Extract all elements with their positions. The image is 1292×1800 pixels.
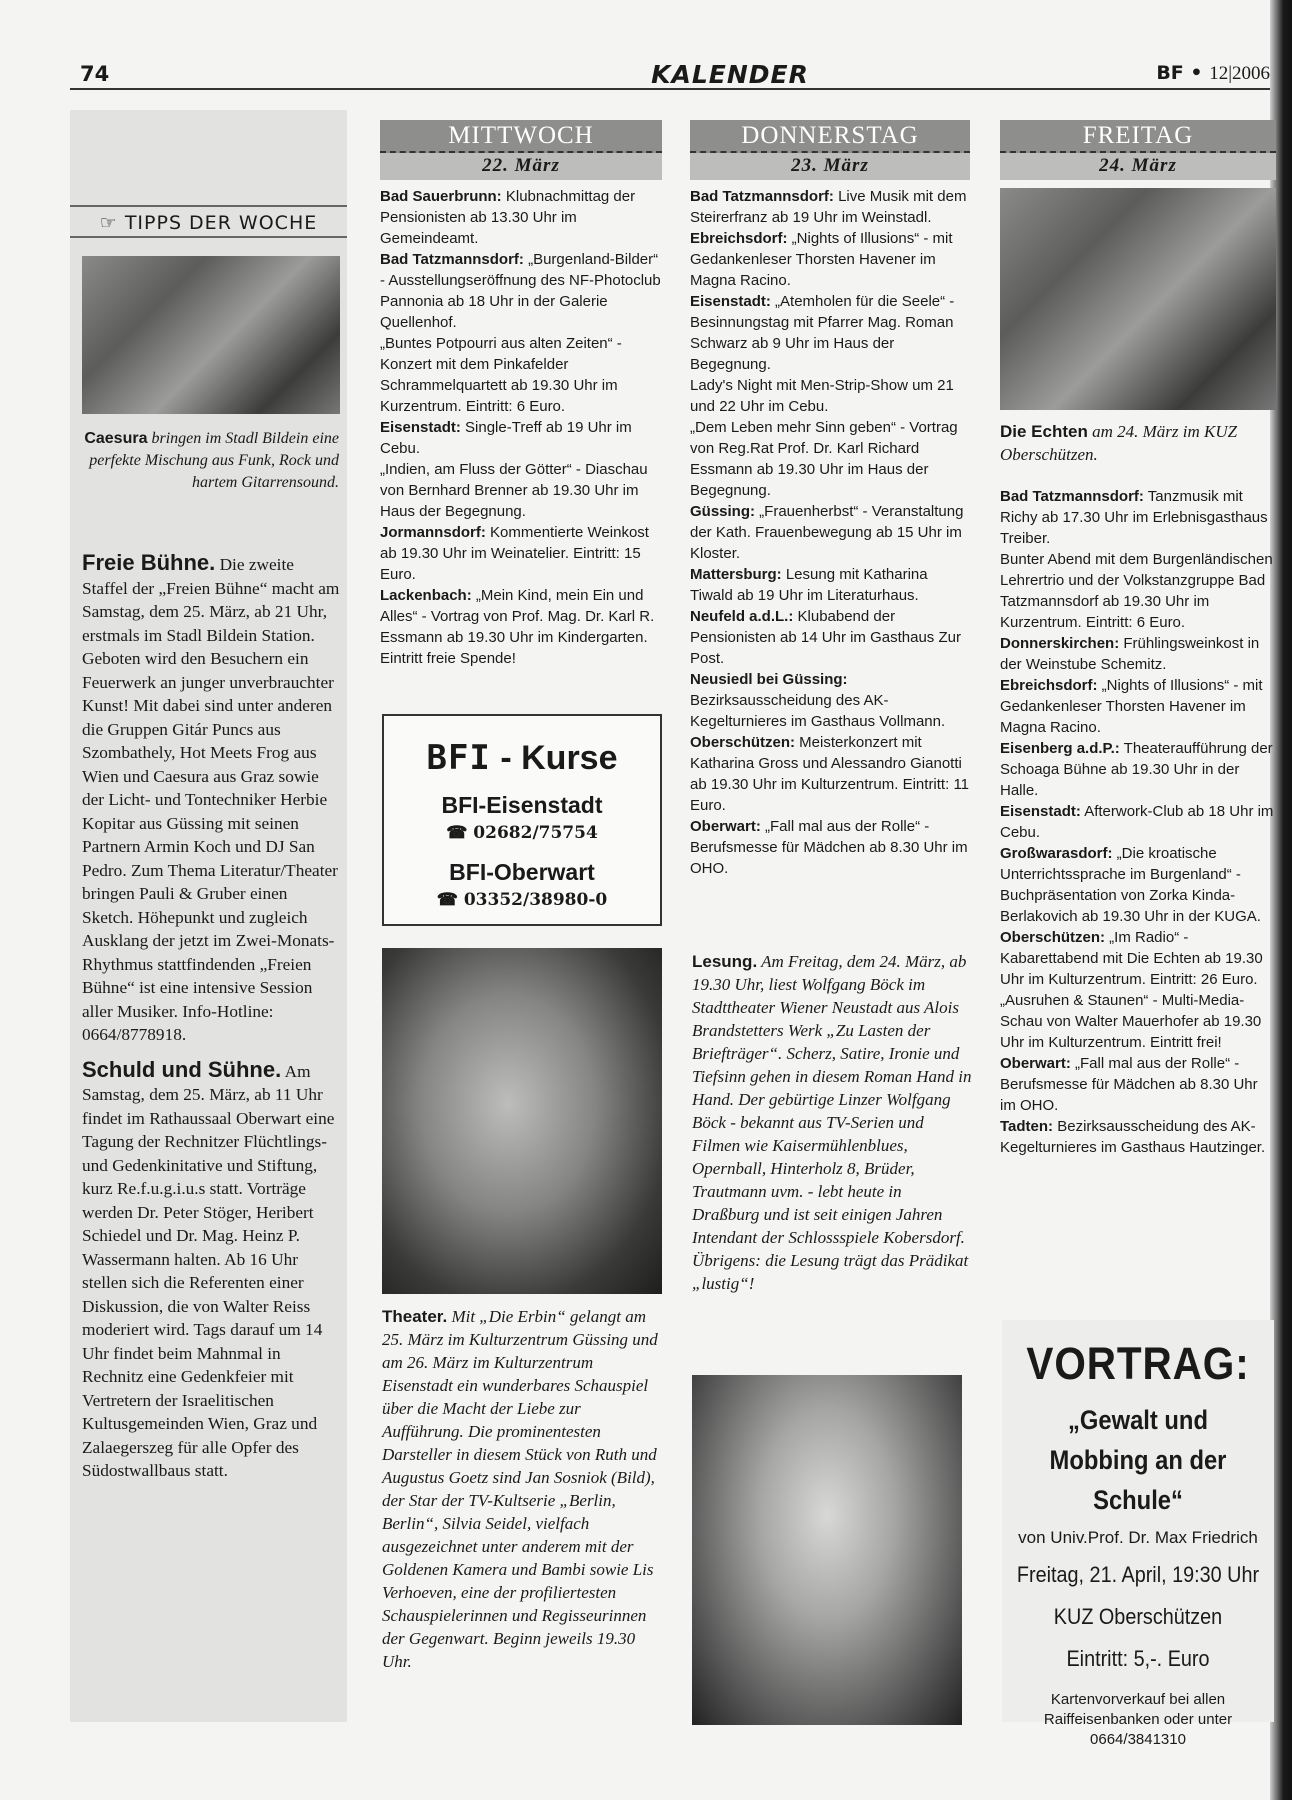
event-place: Eisenstadt: — [380, 419, 461, 436]
event-text: Bezirksausscheidung des AK-Kegelturnieres im Gasthaus Vollmann. — [690, 692, 946, 730]
event-item — [690, 816, 970, 879]
event-item — [1000, 633, 1276, 675]
event-place: Mattersburg: — [690, 566, 782, 583]
event-place: Eisenstadt: — [690, 293, 771, 310]
event-text: „Atemholen für die Seele“ - Besinnungstag mit Pfarrer Mag. Roman Schwarz ab 9 Uhr im Haus der Begegnung. — [690, 293, 955, 373]
event-item — [690, 375, 970, 417]
event-text: Afterwork-Club ab 18 Uhr im Cebu. — [1000, 803, 1274, 841]
event-list — [380, 186, 662, 669]
event-place: Oberwart: — [1000, 1055, 1071, 1072]
tips-heading — [70, 205, 347, 238]
day-name: FREITAG — [1000, 120, 1276, 153]
theater-caption — [382, 1305, 660, 1673]
event-item — [690, 417, 970, 501]
echten-text: am 24. März im KUZ Oberschützen. — [1000, 422, 1238, 464]
event-place: Oberschützen: — [1000, 929, 1106, 946]
event-place: Großwarasdorf: — [1000, 845, 1113, 862]
event-text: „Buntes Potpourri aus alten Zeiten“ - Konzert mit dem Pinkafelder Schrammelquartett ab 19.30 Uhr im Kurzentrum. Eintritt: 6 Euro. — [380, 335, 622, 415]
echten-caption — [1000, 420, 1276, 466]
group-photo-die-echten — [1000, 188, 1276, 410]
event-place: Eisenberg a.d.P.: — [1000, 740, 1120, 757]
article-text: Am Samstag, dem 25. März, ab 11 Uhr findet im Rathaussaal Oberwart eine Tagung der Rechnitzer Flüchtlings- und Gedenkinitative und Stiftung, kurz Re.f.u.g.i.u.s statt. Vorträge werden Dr. Peter Stöger, Heribert Schiedel und Dr. Mag. Heinz P. Wassermann halten. Ab 16 Uhr stellen sich die Referenten einer Diskussion, die von Walter Reiss moderiert wird. Tags darauf um 14 Uhr findet beim Mahnmal in Rechnitz eine Gedenkfeier mit Vertretern der Israelitischen Kultusgemeinden Wien, Graz und Zalaegerszeg für alle Opfer des Südostwallbaus statt. — [82, 1061, 335, 1480]
lesung-caption — [692, 950, 972, 1295]
event-item — [1000, 990, 1276, 1053]
vortrag-ad — [1002, 1320, 1274, 1748]
event-item — [380, 417, 662, 459]
pointing-hand-icon: ☞ — [99, 212, 125, 234]
event-item — [380, 249, 662, 333]
event-place: Neusiedl bei Güssing: — [690, 671, 848, 688]
event-text: „Nights of Illusions“ - mit Gedankenleser Thorsten Havener im Magna Racino. — [1000, 677, 1263, 736]
event-item — [1000, 486, 1276, 549]
event-place: Donnerskirchen: — [1000, 635, 1120, 652]
event-item — [380, 186, 662, 249]
theater-lead: Theater. — [382, 1307, 448, 1326]
event-item — [1000, 927, 1276, 990]
event-place: Jormannsdorf: — [380, 524, 486, 541]
event-place: Güssing: — [690, 503, 756, 520]
event-place: Ebreichsdorf: — [690, 230, 788, 247]
day-date: 22. März — [482, 155, 560, 176]
event-item — [380, 333, 662, 417]
tips-column — [70, 110, 347, 1722]
vortrag-date: Freitag, 21. April, 19:30 Uhr — [1016, 1562, 1260, 1587]
lesung-text: Am Freitag, dem 24. März, ab 19.30 Uhr, liest Wolfgang Böck im Stadttheater Wiener Neustadt aus Alois Brandstetters Werk „Zu Lasten der Briefträger“. Scherz, Satire, Ironie und Tiefsinn gehen in diesem Roman Hand in Hand. Der gebürtige Linzer Wolfgang Böck - bekannt aus TV-Serien und Filmen wie Kaisermühlenblues, Opernball, Hinterholz 8, Brüder, Trautmann uvm. - lebt heute in Draßburg und ist seit einigen Jahren Intendant der Schlossspiele Kobersdorf. Übrigens: die Lesung trägt das Prädikat „lustig“! — [692, 952, 972, 1293]
article-lead: Freie Bühne. — [82, 550, 216, 575]
event-text: Frühlingsweinkost in der Weinstube Schemitz. — [1000, 635, 1260, 673]
theater-text: Mit „Die Erbin“ gelangt am 25. März im Kulturzentrum Güssing und am 26. März im Kulturzentrum Eisenstadt ein wunderbares Schauspiel über die Macht der Liebe zur Aufführung. Die prominentesten Darsteller in diesem Stück von Ruth und Augustus Goetz sind Jan Sosniok (Bild), der Star der TV-Kultserie „Berlin, Berlin“, Silvia Seidel, vielfach ausgezeichnet unter anderem mit der Goldenen Kamera und Bambi sowie Lis Verhoeven, eine der profiliertesten Schauspielerinnen und Regisseurinnen der Gegenwart. Beginn jeweils 19.30 Uhr. — [382, 1307, 658, 1671]
lesung-lead: Lesung. — [692, 952, 758, 971]
vortrag-subject: „Gewalt und Mobbing an der Schule“ — [1049, 1405, 1227, 1515]
event-place: Eisenstadt: — [1000, 803, 1081, 820]
bfi-title — [384, 738, 660, 778]
bfi-title-text: - Kurse — [490, 739, 618, 777]
page-number: 74 — [80, 62, 110, 86]
vortrag-heading: VORTRAG: — [1026, 1338, 1250, 1389]
vortrag-presale: Kartenvorverkauf bei allen Raiffeisenbanken oder unter 0664/3841310 — [1043, 1691, 1233, 1748]
event-text: Klubabend der Pensionisten ab 14 Uhr im Gasthaus Zur Post. — [690, 608, 961, 667]
band-photo — [82, 256, 340, 414]
article-freie-buehne — [82, 550, 340, 1047]
event-list — [690, 186, 970, 879]
event-text: Lady's Night mit Men-Strip-Show um 21 und 22 Uhr im Cebu. — [690, 377, 954, 415]
event-text: „Burgenland-Bilder“ - Ausstellungseröffnung des NF-Photoclub Pannonia ab 18 Uhr in der Galerie Quellenhof. — [380, 251, 661, 331]
event-item — [1000, 843, 1276, 927]
reader-portrait-photo — [692, 1375, 962, 1725]
event-place: Bad Sauerbrunn: — [380, 188, 502, 205]
event-place: Tadten: — [1000, 1118, 1054, 1135]
event-item — [690, 669, 970, 732]
event-place: Lackenbach: — [380, 587, 472, 604]
vortrag-venue: KUZ Oberschützen — [1053, 1604, 1223, 1629]
event-place: Oberschützen: — [690, 734, 796, 751]
event-item — [1000, 1116, 1276, 1158]
echten-name: Die Echten — [1000, 422, 1088, 441]
event-list — [1000, 486, 1276, 1158]
event-item — [1000, 1053, 1276, 1116]
vortrag-entry: Eintritt: 5,-. Euro — [1066, 1646, 1210, 1671]
bfi-location-oberwart: BFI-Oberwart — [449, 859, 595, 885]
event-item — [690, 186, 970, 228]
event-item — [380, 585, 662, 669]
event-item — [690, 606, 970, 669]
day-header — [380, 120, 662, 180]
event-item — [1000, 549, 1276, 633]
event-place: Bad Tatzmannsdorf: — [690, 188, 834, 205]
event-item — [690, 732, 970, 816]
event-place: Neufeld a.d.L.: — [690, 608, 794, 625]
event-item — [690, 291, 970, 375]
bfi-courses-ad — [382, 714, 662, 926]
event-place: Bad Tatzmannsdorf: — [380, 251, 524, 268]
article-schuld-suehne — [82, 1057, 340, 1483]
bfi-phone-eisenstadt: ☎ 02682/75754 — [446, 823, 598, 843]
bfi-phone-oberwart: ☎ 03352/38980-0 — [436, 890, 608, 910]
event-place: Bad Tatzmannsdorf: — [1000, 488, 1144, 505]
event-item — [690, 564, 970, 606]
event-text: „Dem Leben mehr Sinn geben“ - Vortrag von Reg.Rat Prof. Dr. Karl Richard Essmann ab 19.30 Uhr im Haus der Begegnung. — [690, 419, 958, 499]
event-item — [1000, 738, 1276, 801]
event-item — [380, 459, 662, 522]
event-text: „Ausruhen & Staunen“ - Multi-Media-Schau von Walter Mauerhofer ab 19.30 Uhr im Kulturzentrum. Eintritt frei! — [1000, 992, 1262, 1051]
event-text: Tanzmusik mit Richy ab 17.30 Uhr im Erlebnisgasthaus Treiber. — [1000, 488, 1268, 547]
event-item — [380, 522, 662, 585]
event-place: Ebreichsdorf: — [1000, 677, 1098, 694]
day-name: DONNERSTAG — [690, 120, 970, 153]
event-text: Lesung mit Katharina Tiwald ab 19 Uhr im Literaturhaus. — [690, 566, 928, 604]
event-text: „Indien, am Fluss der Götter“ - Diaschau von Bernhard Brenner ab 19.30 Uhr im Haus der Begegnung. — [380, 461, 648, 520]
issue-date: 12|2006 — [1209, 63, 1270, 84]
event-item — [690, 228, 970, 291]
section-title: KALENDER — [651, 60, 809, 89]
event-text: „Nights of Illusions“ - mit Gedankenleser Thorsten Havener im Magna Racino. — [690, 230, 953, 289]
event-text: „Im Radio“ - Kabarettabend mit Die Echten ab 19.30 Uhr im Kulturzentrum. Eintritt: 26 Euro. — [1000, 929, 1263, 988]
event-text: „Mein Kind, mein Ein und Alles“ - Vortrag von Prof. Mag. Dr. Karl R. Essmann ab 19.30 Uhr im Kindergarten. Eintritt freie Spende! — [380, 587, 655, 667]
publication-label — [1156, 62, 1270, 85]
event-text: Klubnachmittag der Pensionisten ab 13.30 Uhr im Gemeindeamt. — [380, 188, 636, 247]
vortrag-author: von Univ.Prof. Dr. Max Friedrich — [1018, 1528, 1258, 1547]
event-text: Bezirksausscheidung des AK-Kegelturnieres im Gasthaus Hautzinger. — [1000, 1118, 1266, 1156]
day-header — [690, 120, 970, 180]
page-header — [70, 58, 1270, 90]
day-column-thursday — [690, 120, 970, 879]
event-text: Kommentierte Weinkost ab 19.30 Uhr im Weinatelier. Eintritt: 15 Euro. — [380, 524, 649, 583]
event-text: Bunter Abend mit dem Burgenländischen Lehrertrio und der Volkstanzgruppe Bad Tatzmannsdorf ab 19.30 Uhr im Kurzentrum. Eintritt: 6 Euro. — [1000, 551, 1273, 631]
event-item — [1000, 675, 1276, 738]
event-text: „Die kroatische Unterrichtssprache im Burgenland“ - Buchpräsentation von Zorka Kinda-Berlakovich ab 19.30 Uhr in der KUGA. — [1000, 845, 1261, 925]
event-text: Meisterkonzert mit Katharina Gross und Alessandro Gianotti ab 19.30 Uhr im Kulturzentrum. Eintritt: 11 Euro. — [690, 734, 970, 814]
event-item — [690, 501, 970, 564]
band-photo-caption — [82, 428, 339, 494]
event-item — [1000, 801, 1276, 843]
day-column-wednesday — [380, 120, 662, 669]
day-column-friday — [1000, 120, 1276, 1158]
publication-name: BF • — [1156, 62, 1203, 84]
day-header — [1000, 120, 1276, 180]
article-lead: Schuld und Sühne. — [82, 1056, 282, 1082]
tips-articles — [82, 550, 340, 1493]
caption-name: Caesura — [84, 430, 148, 447]
event-text: „Frauenherbst“ - Veranstaltung der Kath. Frauenbewegung ab 15 Uhr im Kloster. — [690, 503, 964, 562]
caption-text: bringen im Stadl Bildein eine perfekte Mischung aus Funk, Rock und hartem Gitarrensound. — [89, 430, 339, 491]
bfi-location-eisenstadt: BFI-Eisenstadt — [441, 792, 603, 818]
day-date: 24. März — [1099, 155, 1177, 176]
actor-portrait-photo — [382, 948, 662, 1294]
event-text: Live Musik mit dem Steirerfranz ab 19 Uhr im Weinstadl. — [690, 188, 967, 226]
bfi-logo: BFI — [426, 738, 491, 778]
event-place: Oberwart: — [690, 818, 761, 835]
article-text: Die zweite Staffel der „Freien Bühne“ macht am Samstag, dem 25. März, ab 21 Uhr, erstmals im Stadl Bildein Station. Geboten wird den Besuchern ein Feuerwerk an junger unverbrauchter Kunst! Mit dabei sind unter anderen die Gruppen Gitár Puncs aus Szombathely, Hot Meets Frog aus Wien und Caesura aus Graz sowie der Licht- und Tontechniker Herbie Kopitar aus Güssing mit seinen Partnern Armin Koch und DJ San Pedro. Zum Thema Literatur/Theater bringen Pauli & Gruber einen Sketch. Höhepunkt und zugleich Ausklang der jetzt im Zwei-Monats-Rhythmus stattfindenden „Freien Bühne“ ist eine intensive Session aller Musiker. Info-Hotline: 0664/8778918. — [82, 555, 340, 1044]
event-text: Theateraufführung der Schoaga Bühne ab 19.30 Uhr in der Halle. — [1000, 740, 1273, 799]
event-text: Single-Treff ab 19 Uhr im Cebu. — [380, 419, 632, 457]
day-name: MITTWOCH — [380, 120, 662, 153]
day-date: 23. März — [791, 155, 869, 176]
tips-label: TIPPS DER WOCHE — [124, 212, 318, 234]
event-text: „Fall mal aus der Rolle“ - Berufsmesse für Mädchen ab 8.30 Uhr im OHO. — [1000, 1055, 1258, 1114]
event-text: „Fall mal aus der Rolle“ - Berufsmesse für Mädchen ab 8.30 Uhr im OHO. — [690, 818, 968, 877]
